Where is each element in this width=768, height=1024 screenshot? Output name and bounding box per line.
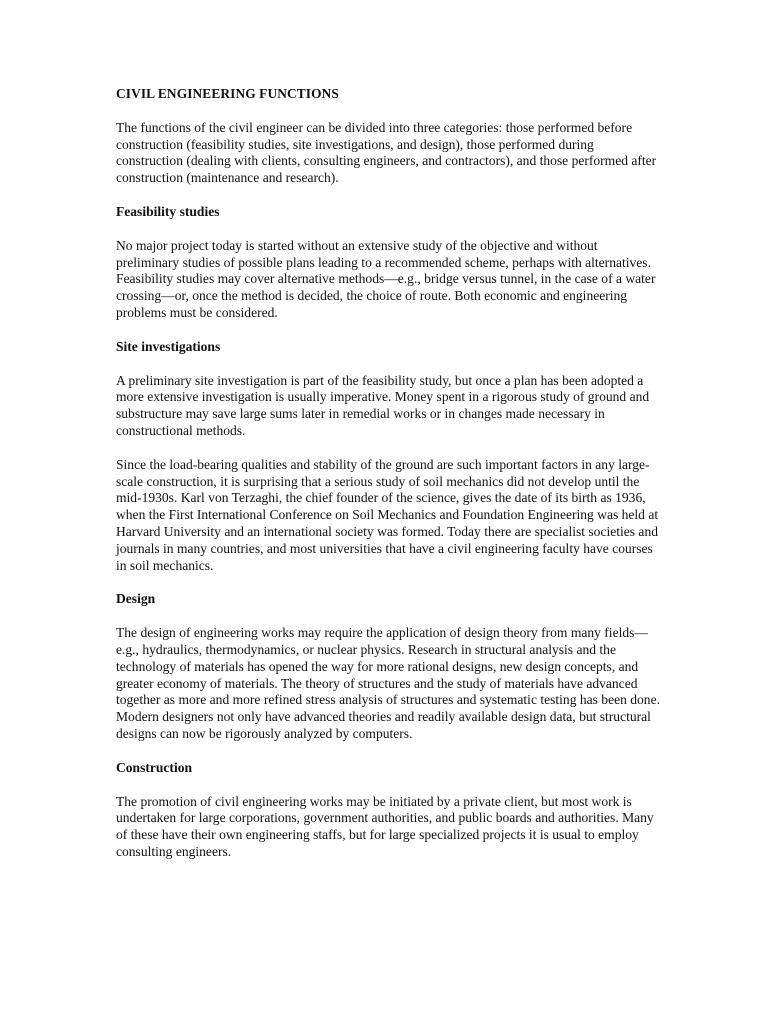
feasibility-paragraph: No major project today is started without an extensive study of the objective and without preliminary studies of possible plans leading to a recommended scheme, perhaps with alternatives. Feasibility studies may cover alternative methods—e.g., bridge versus tunnel, in the case of a water crossing—or, once the method is decided, the choice of route. Both economic and engineering problems must be considered. [116,237,656,320]
design-paragraph: The design of engineering works may require the application of design theory from many fields—e.g., hydraulics, thermodynamics, or nuclear physics. Research in structural analysis and the technology of materials has opened the way for more rational designs, new design concepts, and greater economy of materials. The theory of structures and the study of materials have advanced together as more and more refined stress analysis of structures and systematic testing has been done. Modern designers not only have advanced theories and readily available design data, but structural designs can now be rigorously analyzed by computers. [116,625,660,741]
site-investigations-paragraph-1: A preliminary site investigation is part of the feasibility study, but once a plan has been adopted a more extensive investigation is usually imperative. Money spent in a rigorous study of ground and substructure may save large sums later in remedial works or in changes made necessary in constructional methods. [116,372,650,438]
construction-paragraph: The promotion of civil engineering works may be initiated by a private client, but most work is undertaken for large corporations, government authorities, and public boards and authorities. Many of these have their own engineering staffs, but for large specialized projects it is usual to employ consulting engineers. [116,793,654,859]
section-heading-design: Design [116,591,156,607]
document-title: CIVIL ENGINEERING FUNCTIONS [116,86,339,101]
site-investigations-paragraph-2: Since the load-bearing qualities and stability of the ground are such important factors in any large-scale construction, it is surprising that a serious study of soil mechanics did not develop until the mid-1930s. Karl von Terzaghi, the chief founder of the science, gives the date of its birth as 1936, when the First International Conference on Soil Mechanics and Foundation Engineering was held at Harvard University and an international society was formed. Today there are specialist societies and journals in many countries, and most universities that have a civil engineering faculty have courses in soil mechanics. [116,456,659,573]
section-heading-feasibility-studies: Feasibility studies [116,203,220,219]
section-heading-site-investigations: Site investigations [116,338,221,354]
intro-paragraph: The functions of the civil engineer can be divided into three categories: those performed before construction (feasibility studies, site investigations, and design), those performed during construction (dealing with clients, consulting engineers, and contractors), and those performed after construction (maintenance and research). [116,119,657,186]
section-heading-construction: Construction [116,759,193,775]
